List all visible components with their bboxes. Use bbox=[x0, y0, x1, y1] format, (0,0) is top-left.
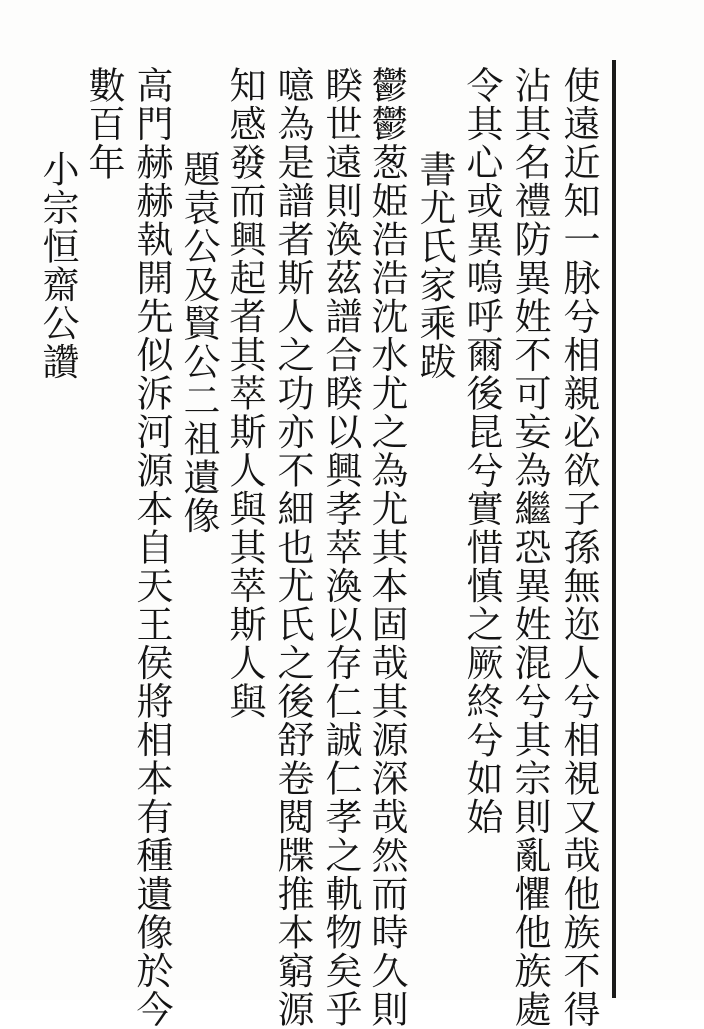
text-column-4-heading: 書尤氏家乘跋 bbox=[413, 150, 456, 381]
page-border-line bbox=[612, 60, 616, 998]
text-column-11: 數百年 bbox=[82, 66, 125, 182]
text-column-10: 高門赫赫執開先似泝河源本自天王侯將相本有種遺像於今 bbox=[130, 66, 173, 1029]
text-column-1: 使遠近知一脉兮相親必欲子孫無迩人兮相視又哉他族不得 bbox=[557, 66, 600, 1029]
text-column-12-heading: 小宗恒齋公讚 bbox=[36, 150, 79, 381]
text-column-9-heading: 題袁公及賢公二祖遺像 bbox=[177, 150, 220, 535]
text-column-3: 令其心或異嗚呼爾後昆兮實惜慎之厥終兮如始 bbox=[460, 66, 503, 836]
text-column-6: 睽世遠則渙茲譜合睽以興孝萃渙以存仁誠仁孝之軌物矣乎 bbox=[319, 66, 362, 1029]
text-column-7: 噫為是譜者斯人之功亦不細也尤氏之後舒卷閱牒推本窮源 bbox=[271, 66, 314, 1029]
text-column-8: 知感發而興起者其萃斯人與其萃斯人與 bbox=[223, 66, 266, 721]
text-column-2: 沾其名禮防異姓不可妄為繼恐異姓混兮其宗則亂懼他族處 bbox=[508, 66, 551, 1029]
text-column-5: 鬱鬱葱姫浩浩沈水尤之為尤其本固哉其源深哉然而時久則 bbox=[365, 66, 408, 1029]
